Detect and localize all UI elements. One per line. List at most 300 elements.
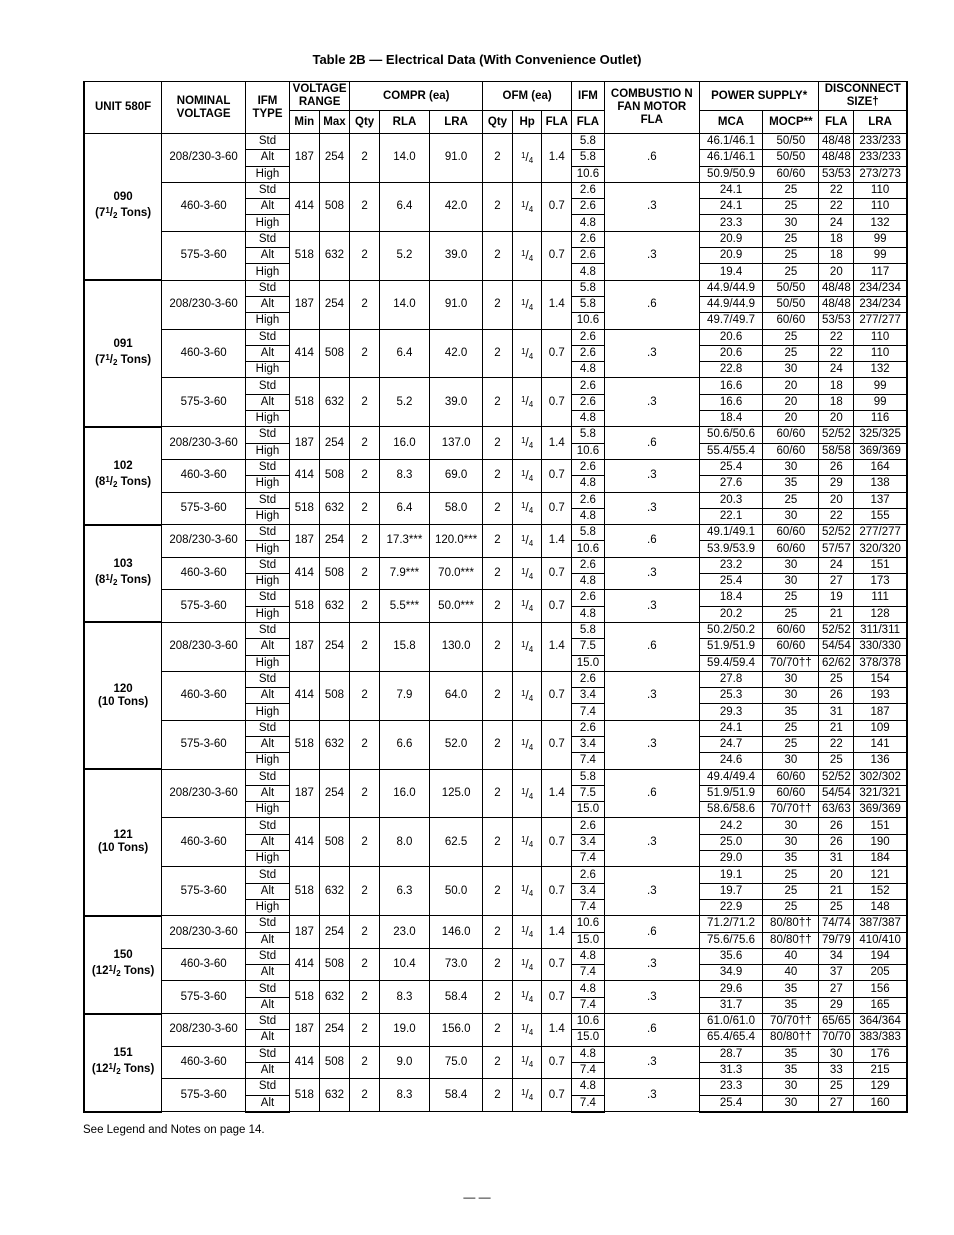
header-hp: Hp xyxy=(512,111,542,134)
fraction-numerator: 1 xyxy=(105,475,110,485)
ofm-fla-cell: 0.7 xyxy=(542,492,572,525)
combustion-fla-cell: .3 xyxy=(604,981,699,1014)
voltage-max-cell: 254 xyxy=(319,1014,350,1047)
mca-cell: 22.1 xyxy=(699,508,762,524)
hp-fraction xyxy=(521,1056,533,1068)
ofm-hp-cell xyxy=(512,329,542,378)
fraction-numerator: 1 xyxy=(521,346,526,356)
fraction-numerator: 1 xyxy=(521,835,526,845)
ifm-fla-cell: 4.8 xyxy=(572,411,605,427)
table-row xyxy=(84,916,907,932)
disconnect-fla-cell: 79/79 xyxy=(819,932,854,948)
mocp-cell: 35 xyxy=(763,851,819,867)
combustion-fla-cell: .6 xyxy=(604,1014,699,1047)
ifm-type-cell: Std xyxy=(246,280,290,296)
mca-cell: 35.6 xyxy=(699,948,762,964)
voltage-max-cell: 632 xyxy=(319,378,350,427)
fraction-numerator: 1 xyxy=(521,639,526,649)
ifm-type-cell: Alt xyxy=(246,1030,290,1046)
ifm-fla-cell: 2.6 xyxy=(572,199,605,215)
fraction-denominator: 4 xyxy=(528,1093,534,1103)
mocp-cell: 25 xyxy=(763,182,819,198)
compr-qty-cell: 2 xyxy=(350,329,380,378)
voltage-max-cell: 254 xyxy=(319,622,350,671)
table-row xyxy=(84,459,907,475)
unit-model: 120 xyxy=(113,682,133,695)
ofm-fla-cell: 1.4 xyxy=(542,769,572,818)
fraction-numerator: 1 xyxy=(521,566,526,576)
voltage-min-cell: 187 xyxy=(289,769,319,818)
tons-whole: 10 xyxy=(101,695,115,708)
compr-rla-cell: 14.0 xyxy=(379,280,429,329)
table-row xyxy=(84,948,907,964)
mca-cell: 20.6 xyxy=(699,329,762,345)
combustion-fla-cell: .3 xyxy=(604,459,699,492)
table-row xyxy=(84,622,907,638)
mocp-cell: 50/50 xyxy=(763,150,819,166)
unit-cell xyxy=(84,134,162,281)
mocp-cell: 70/70†† xyxy=(763,802,819,818)
disconnect-fla-cell: 25 xyxy=(819,753,854,769)
disconnect-fla-cell: 21 xyxy=(819,883,854,899)
mocp-cell: 25 xyxy=(763,264,819,280)
fraction-slash: / xyxy=(525,1089,529,1102)
mocp-cell: 60/60 xyxy=(763,622,819,638)
ofm-qty-cell: 2 xyxy=(483,182,513,231)
ifm-type-cell: High xyxy=(246,655,290,671)
hp-fraction xyxy=(521,299,533,311)
mocp-cell: 25 xyxy=(763,345,819,361)
hp-fraction xyxy=(521,348,533,360)
disconnect-lra-cell: 215 xyxy=(854,1062,907,1078)
mca-cell: 25.4 xyxy=(699,1095,762,1112)
compr-qty-cell: 2 xyxy=(350,622,380,671)
voltage-min-cell: 414 xyxy=(289,948,319,981)
header-mocp: MOCP** xyxy=(763,111,819,134)
ifm-type-cell: Alt xyxy=(246,199,290,215)
disconnect-lra-cell: 111 xyxy=(854,590,907,606)
header-disconnect-fla: FLA xyxy=(819,111,854,134)
mca-cell: 27.6 xyxy=(699,476,762,492)
disconnect-fla-cell: 33 xyxy=(819,1062,854,1078)
disconnect-lra-cell: 99 xyxy=(854,378,907,394)
fraction-numerator: 1 xyxy=(108,1062,113,1072)
mca-cell: 25.0 xyxy=(699,834,762,850)
fraction-slash: / xyxy=(109,207,113,220)
disconnect-fla-cell: 18 xyxy=(819,394,854,410)
ofm-qty-cell: 2 xyxy=(483,1046,513,1079)
disconnect-fla-cell: 57/57 xyxy=(819,541,854,557)
mca-cell: 22.8 xyxy=(699,362,762,378)
disconnect-lra-cell: 194 xyxy=(854,948,907,964)
mca-cell: 75.6/75.6 xyxy=(699,932,762,948)
fraction-denominator: 4 xyxy=(528,571,534,581)
disconnect-fla-cell: 70/70 xyxy=(819,1030,854,1046)
ifm-type-cell: Alt xyxy=(246,248,290,264)
fraction-numerator: 1 xyxy=(105,353,110,362)
unit-tons xyxy=(85,351,161,369)
nominal-voltage-cell: 575-3-60 xyxy=(162,590,246,623)
voltage-min-cell: 187 xyxy=(289,622,319,671)
ifm-type-cell: Std xyxy=(246,378,290,394)
unit-cell xyxy=(84,916,162,1014)
disconnect-fla-cell: 27 xyxy=(819,574,854,590)
voltage-min-cell: 187 xyxy=(289,916,319,949)
mocp-cell: 60/60 xyxy=(763,785,819,801)
ifm-type-cell: Std xyxy=(246,1046,290,1062)
tons-whole: 12 xyxy=(95,965,109,978)
disconnect-lra-cell: 325/325 xyxy=(854,427,907,443)
table-row xyxy=(84,492,907,508)
disconnect-lra-cell: 154 xyxy=(854,671,907,687)
disconnect-fla-cell: 53/53 xyxy=(819,166,854,182)
mocp-cell: 25 xyxy=(763,492,819,508)
ofm-qty-cell: 2 xyxy=(483,981,513,1014)
fraction-slash: / xyxy=(109,574,113,587)
nominal-voltage-cell: 208/230-3-60 xyxy=(162,280,246,329)
mca-cell: 34.9 xyxy=(699,965,762,981)
mocp-cell: 30 xyxy=(763,834,819,850)
fraction-denominator: 4 xyxy=(528,1027,534,1037)
mocp-cell: 60/60 xyxy=(763,313,819,329)
compr-rla-cell: 5.2 xyxy=(379,378,429,427)
fraction-slash: / xyxy=(525,689,529,702)
nominal-voltage-cell: 575-3-60 xyxy=(162,378,246,427)
disconnect-lra-cell: 233/233 xyxy=(854,134,907,150)
disconnect-fla-cell: 31 xyxy=(819,851,854,867)
mca-cell: 20.9 xyxy=(699,231,762,247)
compr-rla-cell: 14.0 xyxy=(379,134,429,183)
ofm-hp-cell xyxy=(512,1014,542,1047)
ifm-fla-cell: 5.8 xyxy=(572,427,605,443)
table-row xyxy=(84,427,907,443)
mocp-cell: 35 xyxy=(763,476,819,492)
hp-fraction xyxy=(521,739,533,751)
combustion-fla-cell: .6 xyxy=(604,916,699,949)
table-row xyxy=(84,329,907,345)
ifm-fla-cell: 10.6 xyxy=(572,443,605,459)
ifm-type-cell: Std xyxy=(246,818,290,834)
mocp-cell: 25 xyxy=(763,883,819,899)
disconnect-fla-cell: 27 xyxy=(819,1095,854,1112)
mca-cell: 46.1/46.1 xyxy=(699,134,762,150)
mca-cell: 31.7 xyxy=(699,997,762,1013)
unit-tons xyxy=(85,962,161,980)
ofm-fla-cell: 0.7 xyxy=(542,948,572,981)
ofm-qty-cell: 2 xyxy=(483,916,513,949)
disconnect-lra-cell: 141 xyxy=(854,736,907,752)
header-rla: RLA xyxy=(379,111,429,134)
tons-whole: 12 xyxy=(95,1063,109,1076)
fraction-slash: / xyxy=(525,640,529,653)
fraction-denominator: 4 xyxy=(528,253,534,263)
mocp-cell: 60/60 xyxy=(763,166,819,182)
ofm-fla-cell: 0.7 xyxy=(542,590,572,623)
fraction-numerator: 1 xyxy=(521,501,526,511)
mca-cell: 25.4 xyxy=(699,459,762,475)
hp-fraction xyxy=(521,470,533,482)
voltage-min-cell: 187 xyxy=(289,134,319,183)
disconnect-lra-cell: 164 xyxy=(854,459,907,475)
combustion-fla-cell: .3 xyxy=(604,1046,699,1079)
ifm-type-cell: High xyxy=(246,313,290,329)
disconnect-lra-cell: 165 xyxy=(854,997,907,1013)
compr-rla-cell: 5.2 xyxy=(379,231,429,280)
disconnect-lra-cell: 320/320 xyxy=(854,541,907,557)
voltage-max-cell: 632 xyxy=(319,492,350,525)
compr-lra-cell: 58.0 xyxy=(430,492,483,525)
fraction-slash: / xyxy=(525,836,529,849)
fraction-slash: / xyxy=(112,1063,117,1076)
disconnect-lra-cell: 117 xyxy=(854,264,907,280)
combustion-fla-cell: .3 xyxy=(604,671,699,720)
compr-lra-cell: 75.0 xyxy=(430,1046,483,1079)
fraction-denominator: 4 xyxy=(528,473,534,483)
fraction-denominator: 2 xyxy=(112,578,118,588)
paren-open: ( xyxy=(95,207,99,220)
ifm-type-cell: Std xyxy=(246,867,290,883)
combustion-fla-cell: .6 xyxy=(604,280,699,329)
ofm-hp-cell xyxy=(512,1079,542,1112)
unit-model: 121 xyxy=(113,829,133,842)
disconnect-fla-cell: 53/53 xyxy=(819,313,854,329)
disconnect-fla-cell: 27 xyxy=(819,981,854,997)
ifm-type-cell: Alt xyxy=(246,883,290,899)
mca-cell: 27.8 xyxy=(699,671,762,687)
mca-cell: 24.1 xyxy=(699,182,762,198)
ofm-hp-cell xyxy=(512,981,542,1014)
disconnect-lra-cell: 137 xyxy=(854,492,907,508)
disconnect-lra-cell: 387/387 xyxy=(854,916,907,932)
disconnect-fla-cell: 22 xyxy=(819,182,854,198)
disconnect-fla-cell: 22 xyxy=(819,329,854,345)
unit-tons xyxy=(85,473,161,491)
nominal-voltage-cell: 460-3-60 xyxy=(162,1046,246,1079)
disconnect-fla-cell: 21 xyxy=(819,606,854,622)
table-row xyxy=(84,557,907,573)
ifm-fla-cell: 15.0 xyxy=(572,655,605,671)
nominal-voltage-cell: 460-3-60 xyxy=(162,557,246,590)
mca-cell: 44.9/44.9 xyxy=(699,280,762,296)
disconnect-fla-cell: 48/48 xyxy=(819,150,854,166)
ofm-fla-cell: 0.7 xyxy=(542,182,572,231)
disconnect-fla-cell: 26 xyxy=(819,818,854,834)
disconnect-lra-cell: 121 xyxy=(854,867,907,883)
paren-open: ( xyxy=(97,695,102,708)
compr-rla-cell: 8.3 xyxy=(379,1079,429,1112)
fraction-numerator: 1 xyxy=(521,599,526,609)
fraction-numerator: 1 xyxy=(521,436,526,446)
footnote: See Legend and Notes on page 14. xyxy=(83,1124,265,1136)
ifm-type-cell: Alt xyxy=(246,785,290,801)
compr-lra-cell: 146.0 xyxy=(430,916,483,949)
disconnect-lra-cell: 155 xyxy=(854,508,907,524)
header-ofm-qty: Qty xyxy=(483,111,513,134)
fraction-denominator: 4 xyxy=(528,604,534,614)
voltage-max-cell: 632 xyxy=(319,867,350,916)
tons-whole: 7 xyxy=(98,354,106,366)
fraction-numerator: 1 xyxy=(521,786,526,796)
nominal-voltage-cell: 575-3-60 xyxy=(162,720,246,769)
hp-fraction xyxy=(521,959,533,971)
mocp-cell: 60/60 xyxy=(763,541,819,557)
combustion-fla-cell: .3 xyxy=(604,182,699,231)
paren-open: ( xyxy=(95,476,99,489)
compr-lra-cell: 50.0*** xyxy=(430,590,483,623)
ofm-qty-cell: 2 xyxy=(483,557,513,590)
fraction-slash: / xyxy=(525,347,529,360)
mocp-cell: 30 xyxy=(763,362,819,378)
mca-cell: 23.2 xyxy=(699,557,762,573)
paren-open: ( xyxy=(97,842,102,855)
ifm-type-cell: Alt xyxy=(246,1062,290,1078)
ofm-hp-cell xyxy=(512,459,542,492)
fraction-numerator: 1 xyxy=(521,468,526,478)
disconnect-lra-cell: 151 xyxy=(854,557,907,573)
nominal-voltage-cell: 460-3-60 xyxy=(162,948,246,981)
compr-qty-cell: 2 xyxy=(350,867,380,916)
ifm-fla-cell: 2.6 xyxy=(572,818,605,834)
hp-fraction xyxy=(521,396,533,408)
mocp-cell: 60/60 xyxy=(763,639,819,655)
unit-model: 151 xyxy=(113,1047,133,1060)
fraction-denominator: 2 xyxy=(112,358,118,367)
mca-cell: 55.4/55.4 xyxy=(699,443,762,459)
ifm-fla-cell: 3.4 xyxy=(572,883,605,899)
ofm-qty-cell: 2 xyxy=(483,231,513,280)
ifm-fla-cell: 5.8 xyxy=(572,769,605,785)
voltage-min-cell: 518 xyxy=(289,492,319,525)
hp-fraction xyxy=(521,641,533,653)
disconnect-lra-cell: 132 xyxy=(854,215,907,231)
mocp-cell: 25 xyxy=(763,736,819,752)
compr-rla-cell: 23.0 xyxy=(379,916,429,949)
compr-qty-cell: 2 xyxy=(350,557,380,590)
fraction-denominator: 4 xyxy=(528,302,534,312)
disconnect-lra-cell: 321/321 xyxy=(854,785,907,801)
table-row xyxy=(84,378,907,394)
nominal-voltage-cell: 575-3-60 xyxy=(162,981,246,1014)
fraction-numerator: 1 xyxy=(521,199,526,209)
ifm-fla-cell: 5.8 xyxy=(572,622,605,638)
ifm-fla-cell: 5.8 xyxy=(572,280,605,296)
mocp-cell: 25 xyxy=(763,867,819,883)
ifm-type-cell: Alt xyxy=(246,932,290,948)
tons-suffix: Tons) xyxy=(114,695,149,708)
ifm-type-cell: High xyxy=(246,704,290,720)
ofm-qty-cell: 2 xyxy=(483,459,513,492)
mca-cell: 25.4 xyxy=(699,574,762,590)
ofm-qty-cell: 2 xyxy=(483,769,513,818)
mca-cell: 71.2/71.2 xyxy=(699,916,762,932)
voltage-min-cell: 187 xyxy=(289,525,319,558)
unit-cell xyxy=(84,622,162,769)
fraction-numerator: 1 xyxy=(521,737,526,747)
fraction-slash: / xyxy=(525,926,529,939)
tons-suffix: Tons) xyxy=(117,354,152,366)
fraction-slash: / xyxy=(525,298,529,311)
nominal-voltage-cell: 460-3-60 xyxy=(162,818,246,867)
voltage-min-cell: 187 xyxy=(289,280,319,329)
fraction-numerator: 1 xyxy=(521,1088,526,1098)
disconnect-lra-cell: 152 xyxy=(854,883,907,899)
ifm-fla-cell: 15.0 xyxy=(572,1030,605,1046)
nominal-voltage-cell: 460-3-60 xyxy=(162,459,246,492)
disconnect-fla-cell: 20 xyxy=(819,411,854,427)
ifm-fla-cell: 10.6 xyxy=(572,313,605,329)
ofm-hp-cell xyxy=(512,622,542,671)
fraction-slash: / xyxy=(525,396,529,409)
ofm-qty-cell: 2 xyxy=(483,134,513,183)
mocp-cell: 30 xyxy=(763,574,819,590)
disconnect-fla-cell: 22 xyxy=(819,199,854,215)
header-max: Max xyxy=(319,111,350,134)
ifm-type-cell: Std xyxy=(246,769,290,785)
hp-fraction xyxy=(521,201,533,213)
mca-cell: 46.1/46.1 xyxy=(699,150,762,166)
ifm-fla-cell: 10.6 xyxy=(572,166,605,182)
mocp-cell: 35 xyxy=(763,1062,819,1078)
fraction-numerator: 1 xyxy=(521,1055,526,1065)
voltage-max-cell: 254 xyxy=(319,769,350,818)
compr-lra-cell: 64.0 xyxy=(430,671,483,720)
fraction-numerator: 1 xyxy=(105,573,110,583)
ifm-type-cell: High xyxy=(246,264,290,280)
ofm-qty-cell: 2 xyxy=(483,622,513,671)
table-row xyxy=(84,818,907,834)
mocp-cell: 35 xyxy=(763,997,819,1013)
compr-rla-cell: 7.9 xyxy=(379,671,429,720)
table-row xyxy=(84,720,907,736)
ofm-fla-cell: 0.7 xyxy=(542,981,572,1014)
voltage-max-cell: 632 xyxy=(319,590,350,623)
fraction-denominator: 2 xyxy=(116,1067,121,1077)
mca-cell: 50.6/50.6 xyxy=(699,427,762,443)
fraction-denominator: 4 xyxy=(528,400,534,410)
ifm-fla-cell: 2.6 xyxy=(572,378,605,394)
voltage-max-cell: 508 xyxy=(319,948,350,981)
ifm-fla-cell: 10.6 xyxy=(572,1014,605,1030)
fraction-numerator: 1 xyxy=(521,990,526,1000)
disconnect-lra-cell: 110 xyxy=(854,345,907,361)
unit-cell xyxy=(84,1014,162,1112)
fraction-slash: / xyxy=(525,1023,529,1036)
hp-fraction xyxy=(521,788,533,800)
fraction-denominator: 4 xyxy=(528,693,534,703)
compr-qty-cell: 2 xyxy=(350,1046,380,1079)
disconnect-lra-cell: 132 xyxy=(854,362,907,378)
disconnect-lra-cell: 364/364 xyxy=(854,1014,907,1030)
disconnect-fla-cell: 26 xyxy=(819,688,854,704)
disconnect-fla-cell: 25 xyxy=(819,1079,854,1095)
ofm-fla-cell: 0.7 xyxy=(542,1046,572,1079)
ofm-hp-cell xyxy=(512,492,542,525)
ifm-fla-cell: 5.8 xyxy=(572,150,605,166)
header-ifm-type: IFM TYPE xyxy=(246,82,290,134)
ifm-fla-cell: 7.5 xyxy=(572,639,605,655)
ifm-type-cell: Std xyxy=(246,1014,290,1030)
voltage-max-cell: 632 xyxy=(319,981,350,1014)
mocp-cell: 25 xyxy=(763,199,819,215)
voltage-min-cell: 187 xyxy=(289,1014,319,1047)
voltage-max-cell: 508 xyxy=(319,182,350,231)
nominal-voltage-cell: 460-3-60 xyxy=(162,329,246,378)
ifm-fla-cell: 5.8 xyxy=(572,525,605,541)
mocp-cell: 40 xyxy=(763,948,819,964)
mca-cell: 51.9/51.9 xyxy=(699,785,762,801)
ofm-hp-cell xyxy=(512,182,542,231)
ifm-type-cell: Alt xyxy=(246,997,290,1013)
